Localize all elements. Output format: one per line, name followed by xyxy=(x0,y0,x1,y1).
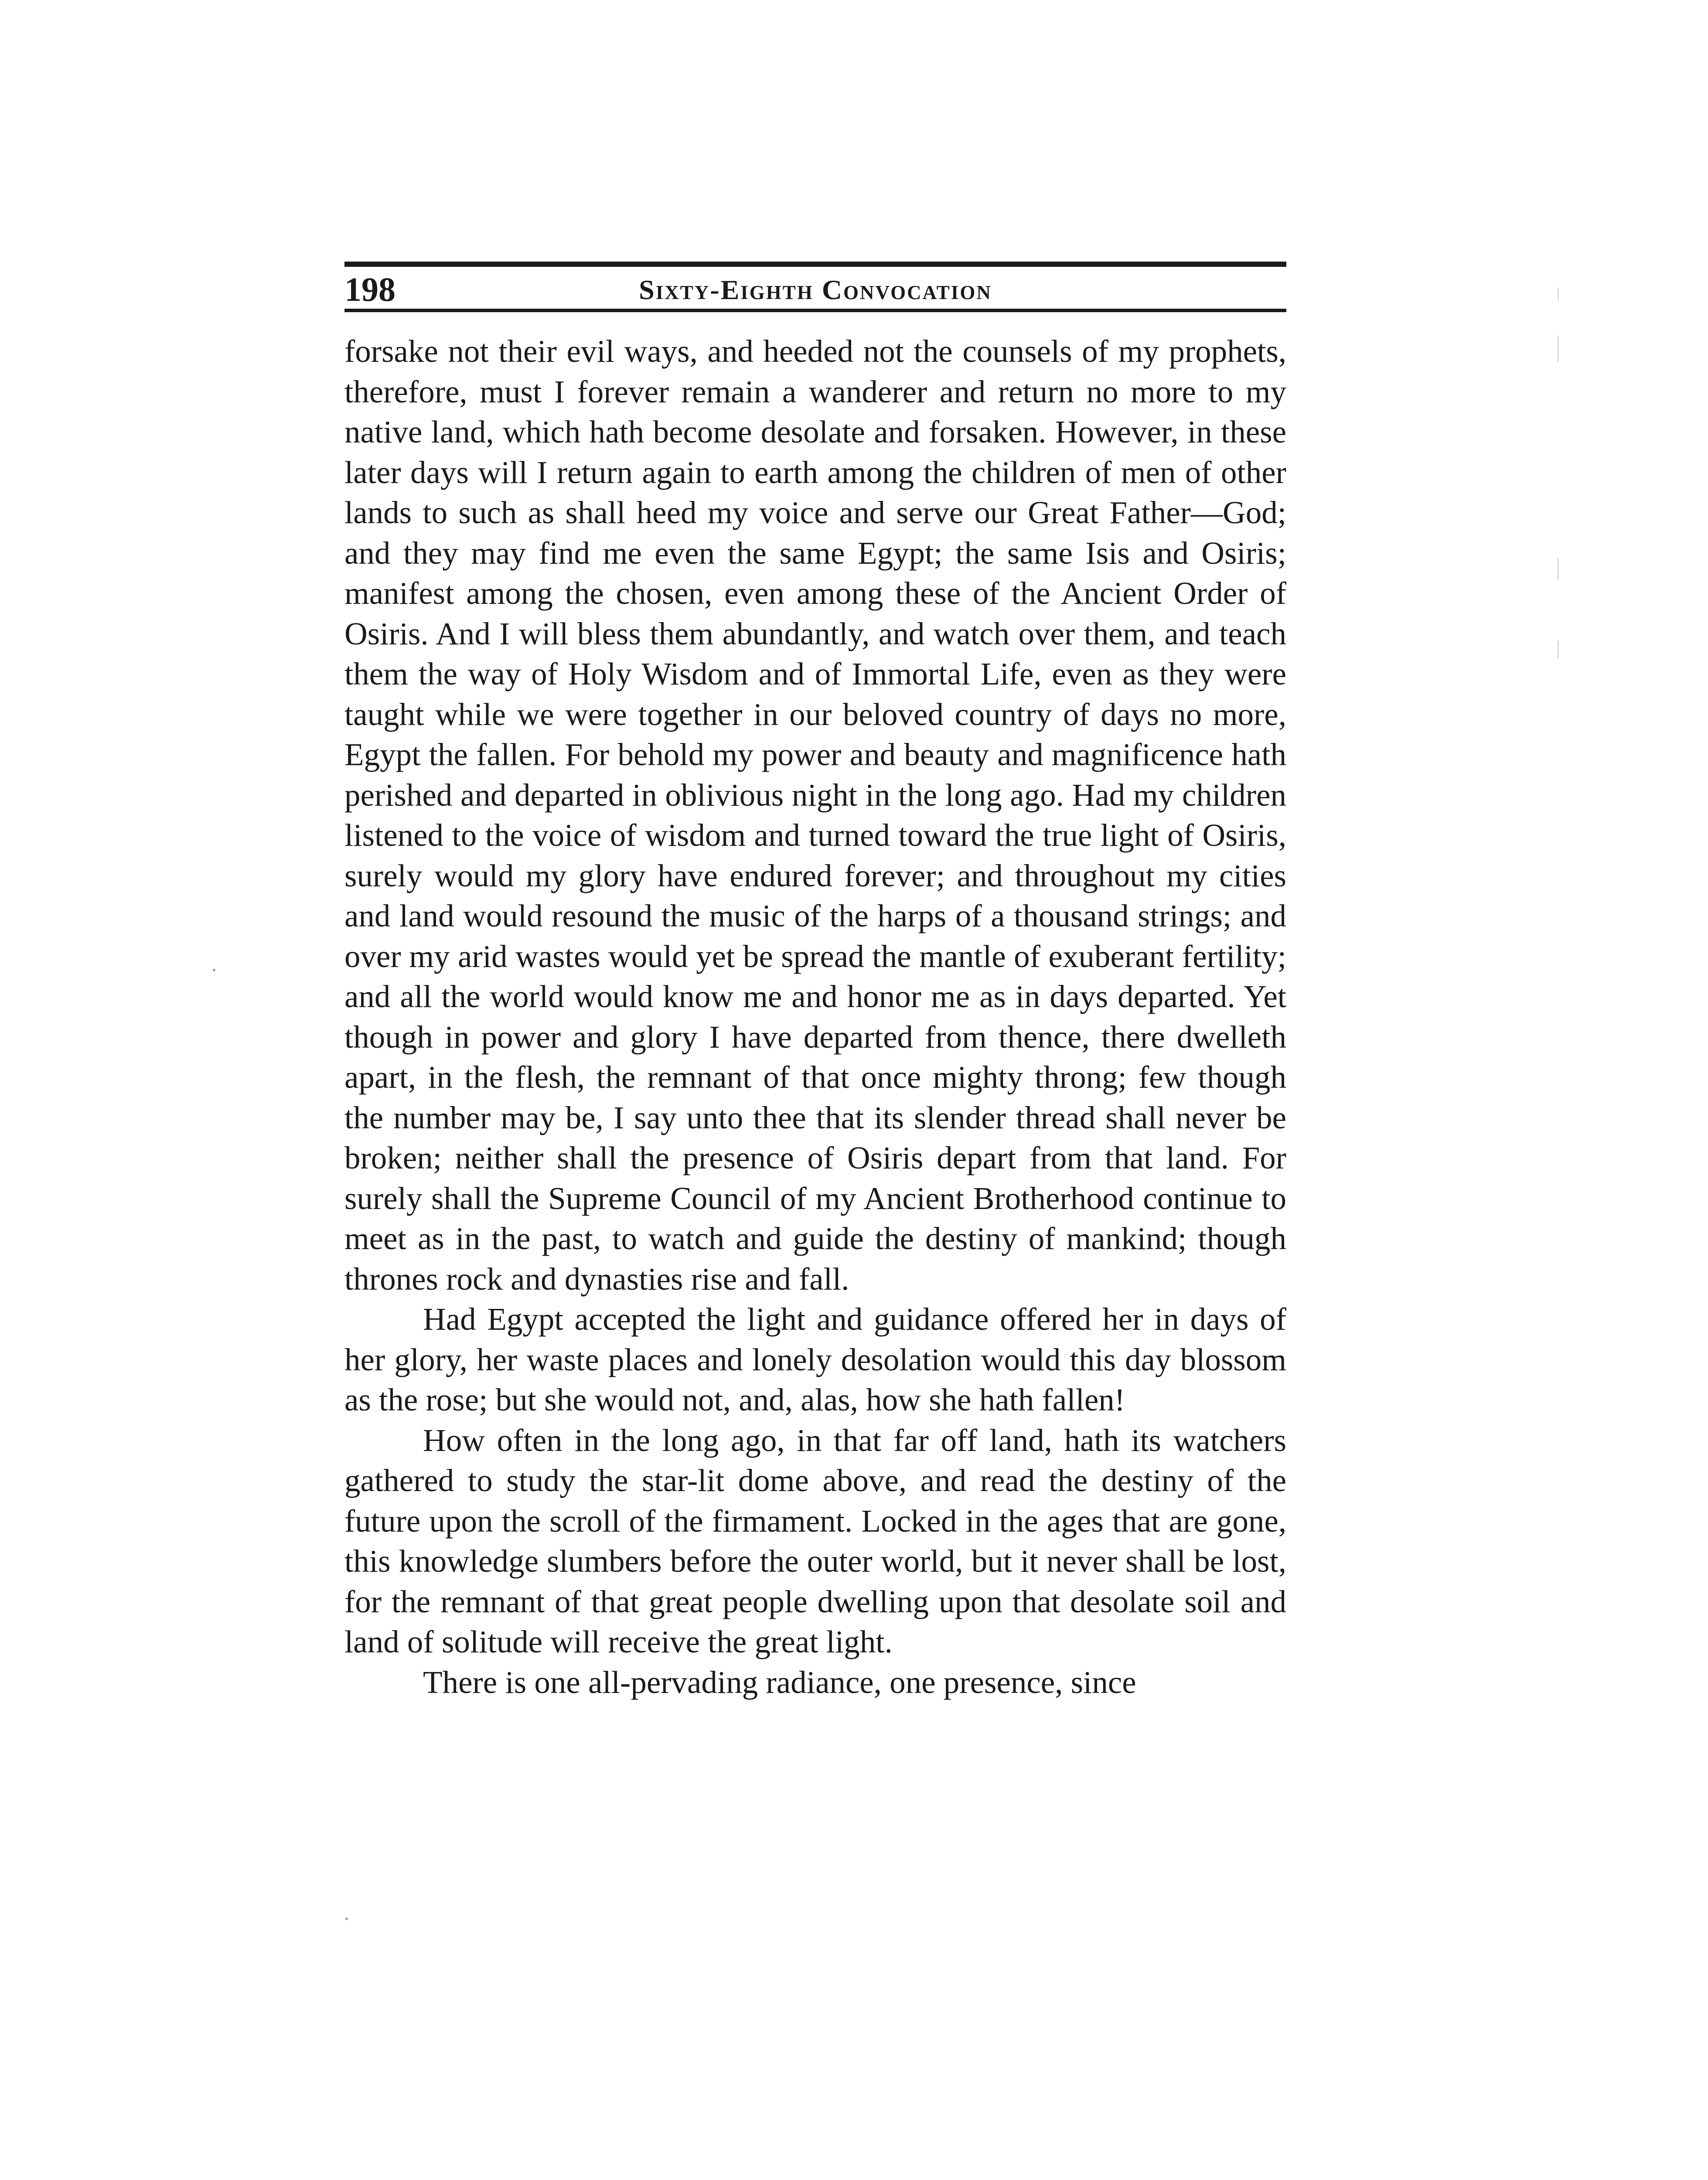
page-number: 198 xyxy=(344,270,395,308)
scan-margin-mark xyxy=(1558,641,1559,658)
scan-margin-mark xyxy=(1558,558,1559,580)
paragraph-4: There is one all-pervading radiance, one presence, since xyxy=(423,1664,1136,1700)
scan-speck xyxy=(345,1918,348,1920)
running-head-title: Sixty-Eighth Convocation xyxy=(639,274,992,305)
header-rule-top xyxy=(344,262,1286,267)
scan-margin-mark xyxy=(1558,288,1559,301)
paragraph-2: Had Egypt accepted the light and guidance offered her in days of her glory, her waste places and lonely desolation would this day blossom as the rose; but she would not, and, alas, how she hath fallen! xyxy=(344,1301,1286,1417)
paragraph-3: How often in the long ago, in that far off land, hath its watchers gathered to study the star-lit dome above, and read the destiny of the future upon the scroll of the firmament. Locked in the ages that are gone, this knowledge slumbers before the outer world, but it never shall be lost, for the remnant of that great people dwelling upon that desolate soil and land of solitude will receive the great light. xyxy=(344,1422,1286,1659)
paragraph-1: forsake not their evil ways, and heeded not the counsels of my prophets, therefore, must I forever remain a wanderer and return no more to my native land, which hath become desolate and forsaken. However, in these later days will I return again to earth among the children of men of other lands to such as shall heed my voice and serve our Great Father—God; and they may find me even the same Egypt; the same Isis and Osiris; manifest among the chosen, even among these of the Ancient Order of Osiris. And I will bless them abundantly, and watch over them, and teach them the way of Holy Wisdom and of Immortal Life, even as they were taught while we were together in our beloved country of days no more, Egypt the fallen. For behold my power and beauty and magnificence hath perished and departed in oblivious night in the long ago. Had my children listened to the voice of wisdom and turned toward the true light of Osiris, surely would my glory have endured forever; and throughout my cities and land would resound the music of the harps of a thousand strings; and over my arid wastes would yet be spread the mantle of exuberant fertility; and all the world would know me and honor me as in days departed. Yet though in power and glory I have departed from thence, there dwelleth apart, in the flesh, the remnant of that once mighty throng; few though the number may be, I say unto thee that its slender thread shall never be broken; neither shall the presence of Osiris depart from that land. For surely shall the Supreme Council of my Ancient Brotherhood continue to meet as in the past, to watch and guide the destiny of mankind; though thrones rock and dynasties rise and fall. xyxy=(344,334,1286,1297)
scan-margin-mark xyxy=(1558,336,1559,362)
running-head xyxy=(344,262,1286,310)
scan-speck xyxy=(213,969,215,971)
body-text xyxy=(344,331,1286,1703)
header-rule-bottom xyxy=(344,309,1286,312)
